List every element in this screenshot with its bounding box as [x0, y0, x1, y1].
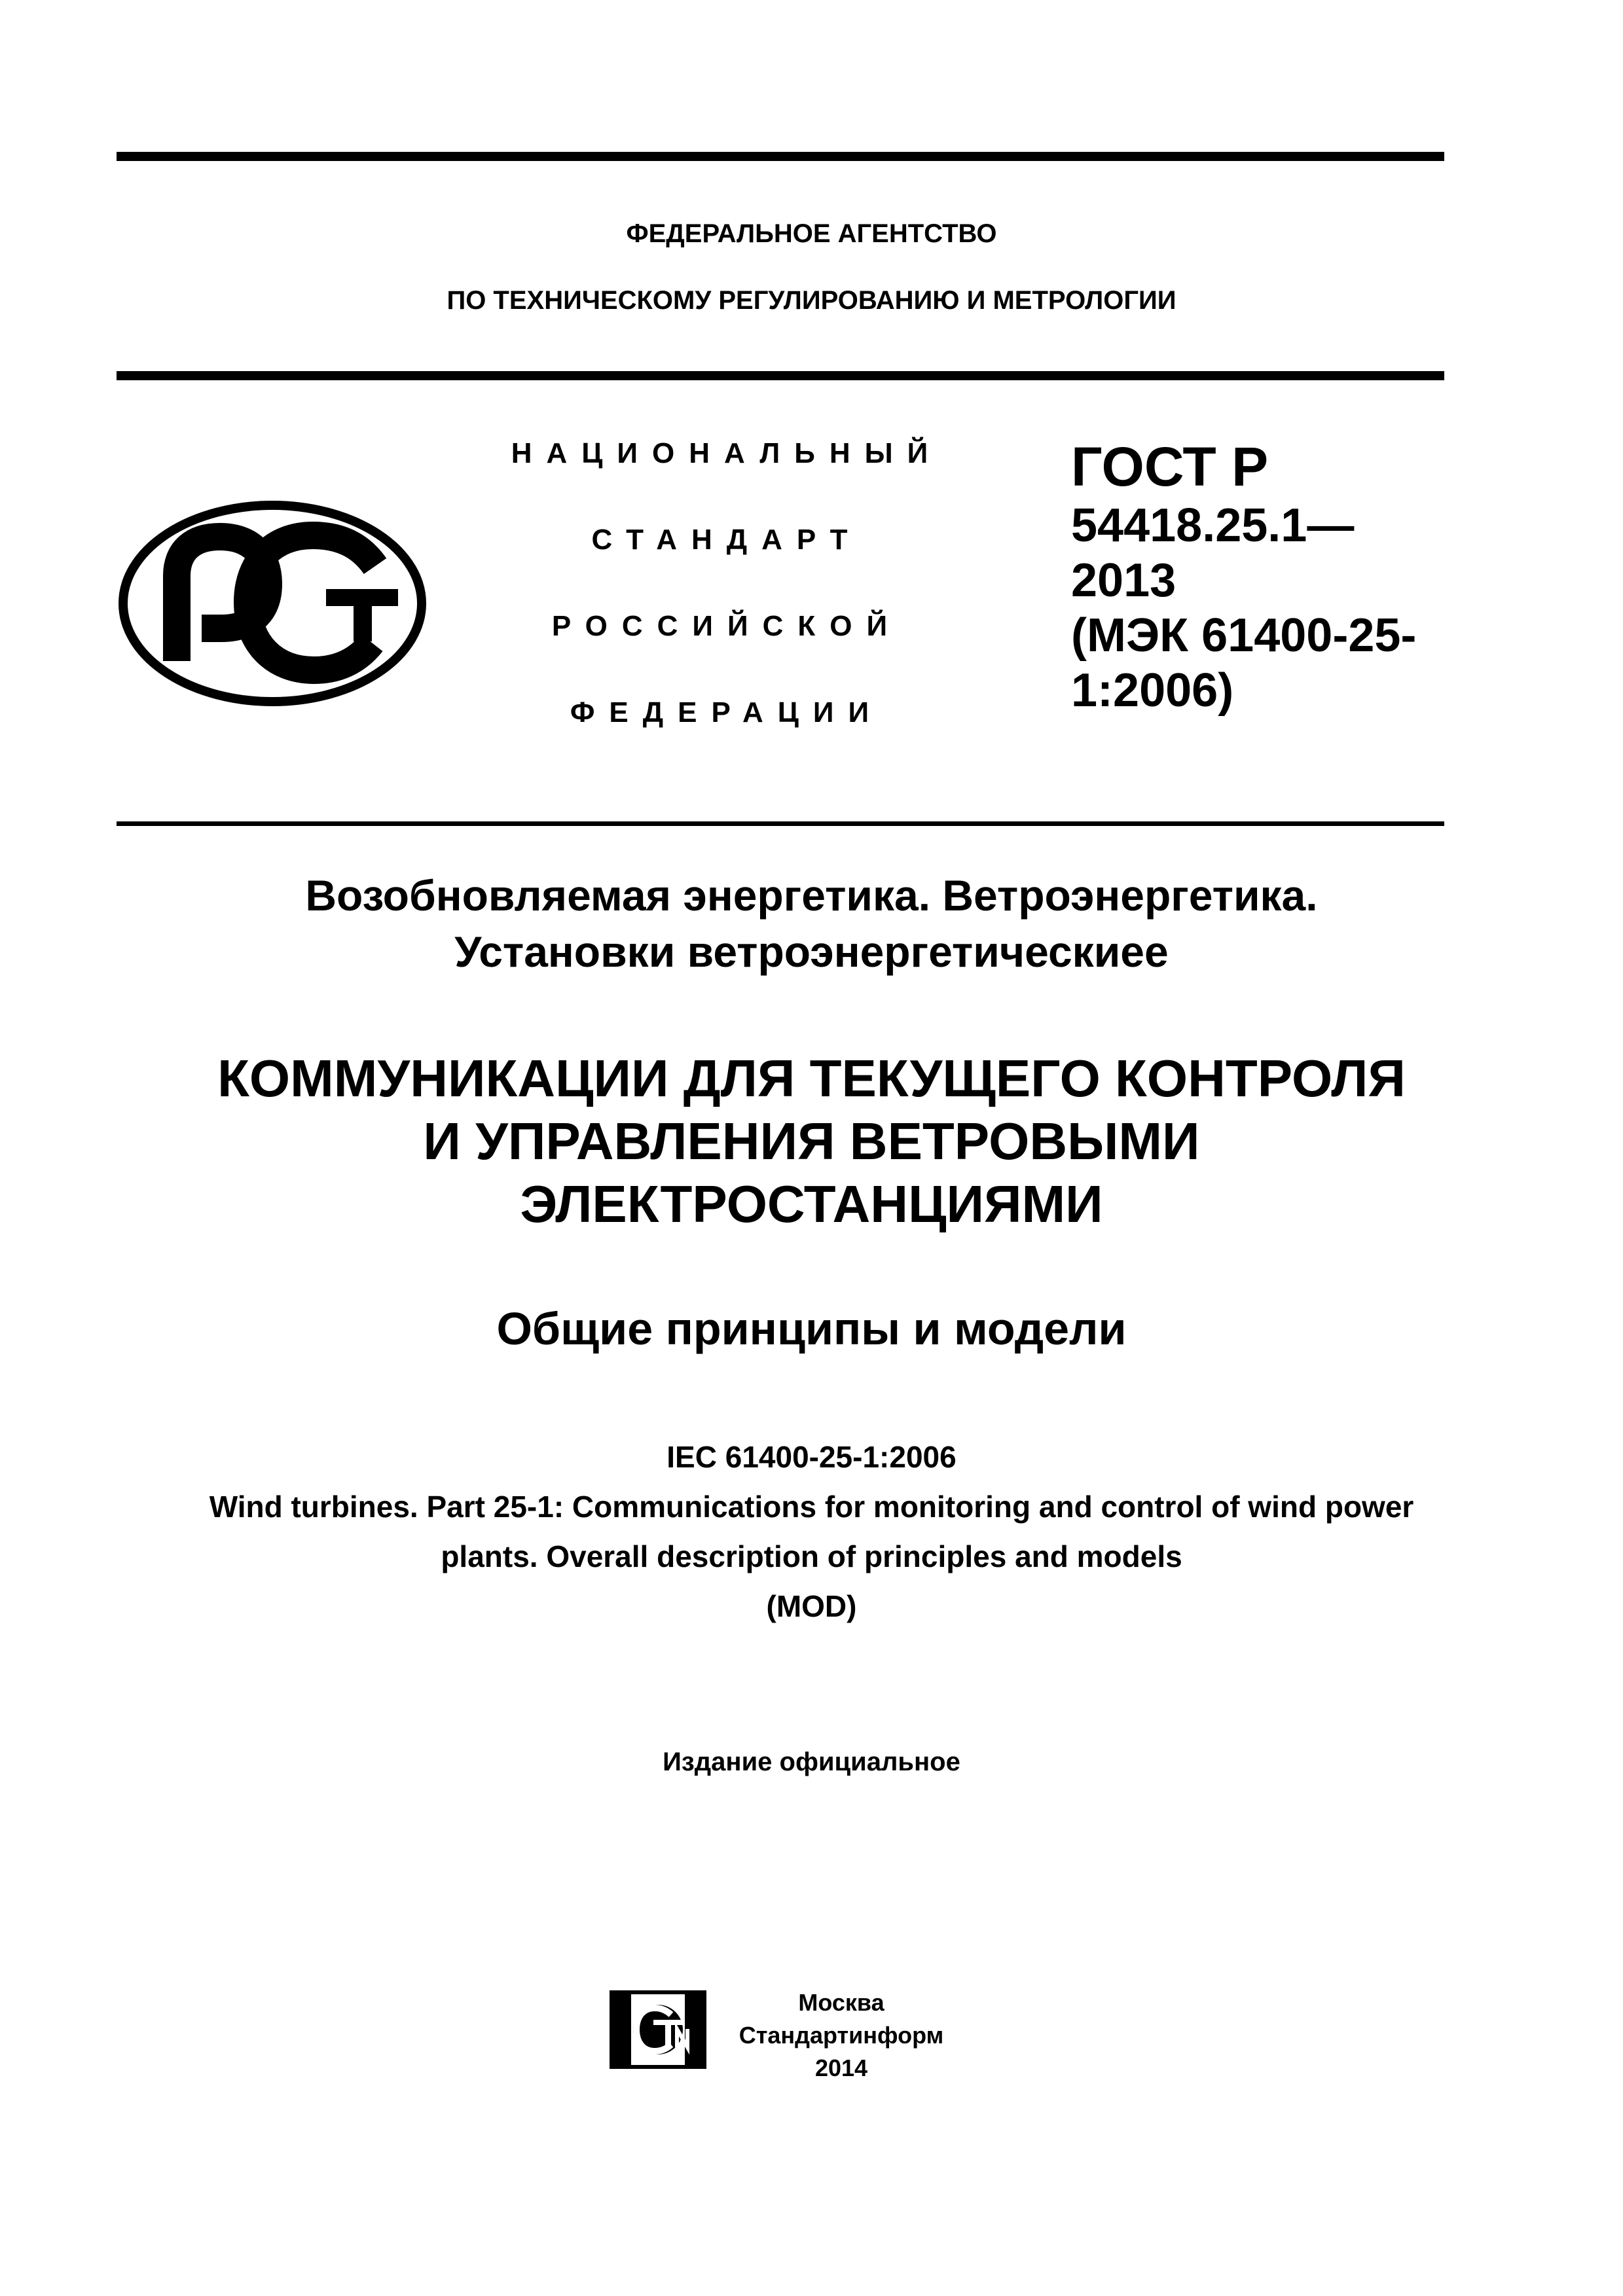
iec-line-1: IEC 61400-25-1:2006 — [666, 1440, 957, 1474]
edition-label: Издание официальное — [663, 1748, 960, 1776]
iec-line-2: Wind turbines. Part 25-1: Communications for monitoring and control of wind power — [209, 1490, 1414, 1524]
designation-line-2: 54418.25.1— — [1071, 499, 1355, 552]
publisher-name: Стандартинформ — [739, 2022, 944, 2049]
standard-type-line-2: СТАНДАРТ — [591, 524, 862, 556]
title-rule — [117, 821, 1444, 826]
designation-line-1: ГОСТ Р — [1071, 436, 1269, 497]
iec-line-4: (MOD) — [766, 1589, 857, 1623]
title-line-1: Возобновляемая энергетика. Ветроэнергетика. — [305, 871, 1318, 920]
standard-designation — [1071, 435, 1438, 718]
subtitle: Общие принципы и модели — [496, 1303, 1127, 1354]
standard-type-line-4: ФЕДЕРАЦИИ — [570, 696, 884, 728]
main-title-line-1: КОММУНИКАЦИИ ДЛЯ ТЕКУЩЕГО КОНТРОЛЯ — [217, 1049, 1406, 1107]
publisher-block — [720, 1986, 962, 2085]
top-rule — [117, 152, 1444, 161]
iec-line-3: plants. Overall description of principles and models — [441, 1539, 1182, 1573]
title-block — [0, 867, 1623, 980]
iec-block — [0, 1432, 1623, 1631]
title-line-2: Установки ветроэнергетическиее — [454, 927, 1169, 976]
designation-line-3: 2013 — [1071, 554, 1176, 607]
agency-line-2: ПО ТЕХНИЧЕСКОМУ РЕГУЛИРОВАНИЮ И МЕТРОЛОГИИ — [447, 286, 1176, 315]
main-title-line-2: И УПРАВЛЕНИЯ ВЕТРОВЫМИ — [423, 1112, 1200, 1170]
standartinform-logo — [609, 1990, 707, 2070]
standard-type-line-3: РОССИЙСКОЙ — [551, 610, 902, 642]
main-title-block — [0, 1047, 1623, 1236]
publisher-city: Москва — [798, 1989, 884, 2016]
standard-type-line-1: НАЦИОНАЛЬНЫЙ — [511, 437, 943, 469]
rst-logo — [117, 497, 428, 709]
designation-line-4: (МЭК 61400-25- — [1071, 609, 1417, 662]
header-rule — [117, 371, 1444, 380]
designation-line-5: 1:2006) — [1071, 664, 1234, 717]
publisher-year: 2014 — [814, 2054, 868, 2081]
agency-line-1: ФЕДЕРАЛЬНОЕ АГЕНТСТВО — [626, 219, 997, 248]
main-title-line-3: ЭЛЕКТРОСТАНЦИЯМИ — [520, 1175, 1103, 1233]
